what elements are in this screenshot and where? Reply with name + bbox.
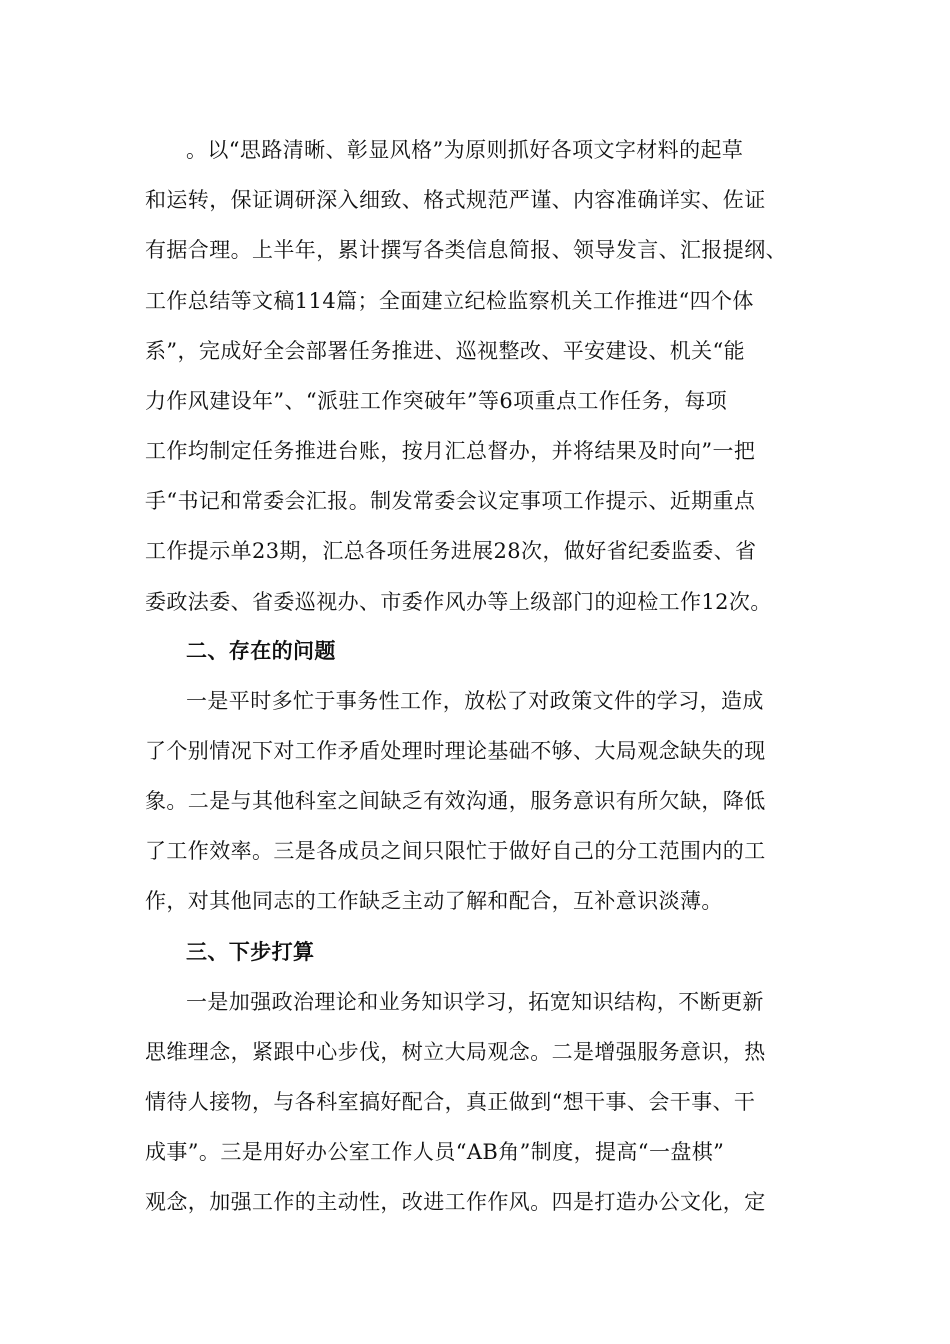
paragraph-line: 。以“思路清晰、彰显风格”为原则抓好各项文字材料的起草 [186, 138, 744, 162]
paragraph-line: 成事”。三是用好办公室工作人员“AB角”制度，提高“一盘棋” [145, 1140, 725, 1164]
paragraph-line: 力作风建设年”、“派驻工作突破年”等6项重点工作任务，每项 [145, 389, 728, 413]
paragraph-line: 系”，完成好全会部署任务推进、巡视整改、平安建设、机关“能 [145, 339, 746, 363]
paragraph-line: 情待人接物，与各科室搞好配合，真正做到“想干事、会干事、干 [145, 1090, 756, 1114]
paragraph-line: 了个别情况下对工作矛盾处理时理论基础不够、大局观念缺失的现 [145, 739, 766, 763]
section-heading: 三、下步打算 [186, 939, 315, 964]
section-heading: 二、存在的问题 [186, 638, 336, 663]
paragraph-line: 象。二是与其他科室之间缺乏有效沟通，服务意识有所欠缺，降低 [145, 789, 766, 813]
paragraph-line: 和运转，保证调研深入细致、格式规范严谨、内容准确详实、佐证 [145, 188, 766, 212]
paragraph-line: 委政法委、省委巡视办、市委作风办等上级部门的迎检工作12次。 [145, 590, 772, 614]
paragraph-line: 观念，加强工作的主动性，改进工作作风。四是打造办公文化，定 [145, 1190, 766, 1214]
paragraph-line: 工作提示单23期，汇总各项任务进展28次，做好省纪委监委、省 [145, 539, 757, 563]
paragraph-line: 作，对其他同志的工作缺乏主动了解和配合，互补意识淡薄。 [145, 889, 723, 913]
paragraph-line: 工作总结等文稿114篇；全面建立纪检监察机关工作推进“四个体 [145, 289, 754, 313]
paragraph-line: 了工作效率。三是各成员之间只限忙于做好自己的分工范围内的工 [145, 839, 766, 863]
paragraph-line: 一是平时多忙于事务性工作，放松了对政策文件的学习，造成 [186, 689, 764, 713]
paragraph-line: 思维理念，紧跟中心步伐，树立大局观念。二是增强服务意识，热 [145, 1040, 766, 1064]
paragraph-line: 有据合理。上半年，累计撰写各类信息简报、领导发言、汇报提纲、 [145, 238, 787, 262]
paragraph-line: 一是加强政治理论和业务知识学习，拓宽知识结构，不断更新 [186, 990, 764, 1014]
paragraph-line: 手“书记和常委会汇报。制发常委会议定事项工作提示、近期重点 [145, 489, 756, 513]
paragraph-line: 工作均制定任务推进台账，按月汇总督办，并将结果及时向”一把 [145, 439, 756, 463]
